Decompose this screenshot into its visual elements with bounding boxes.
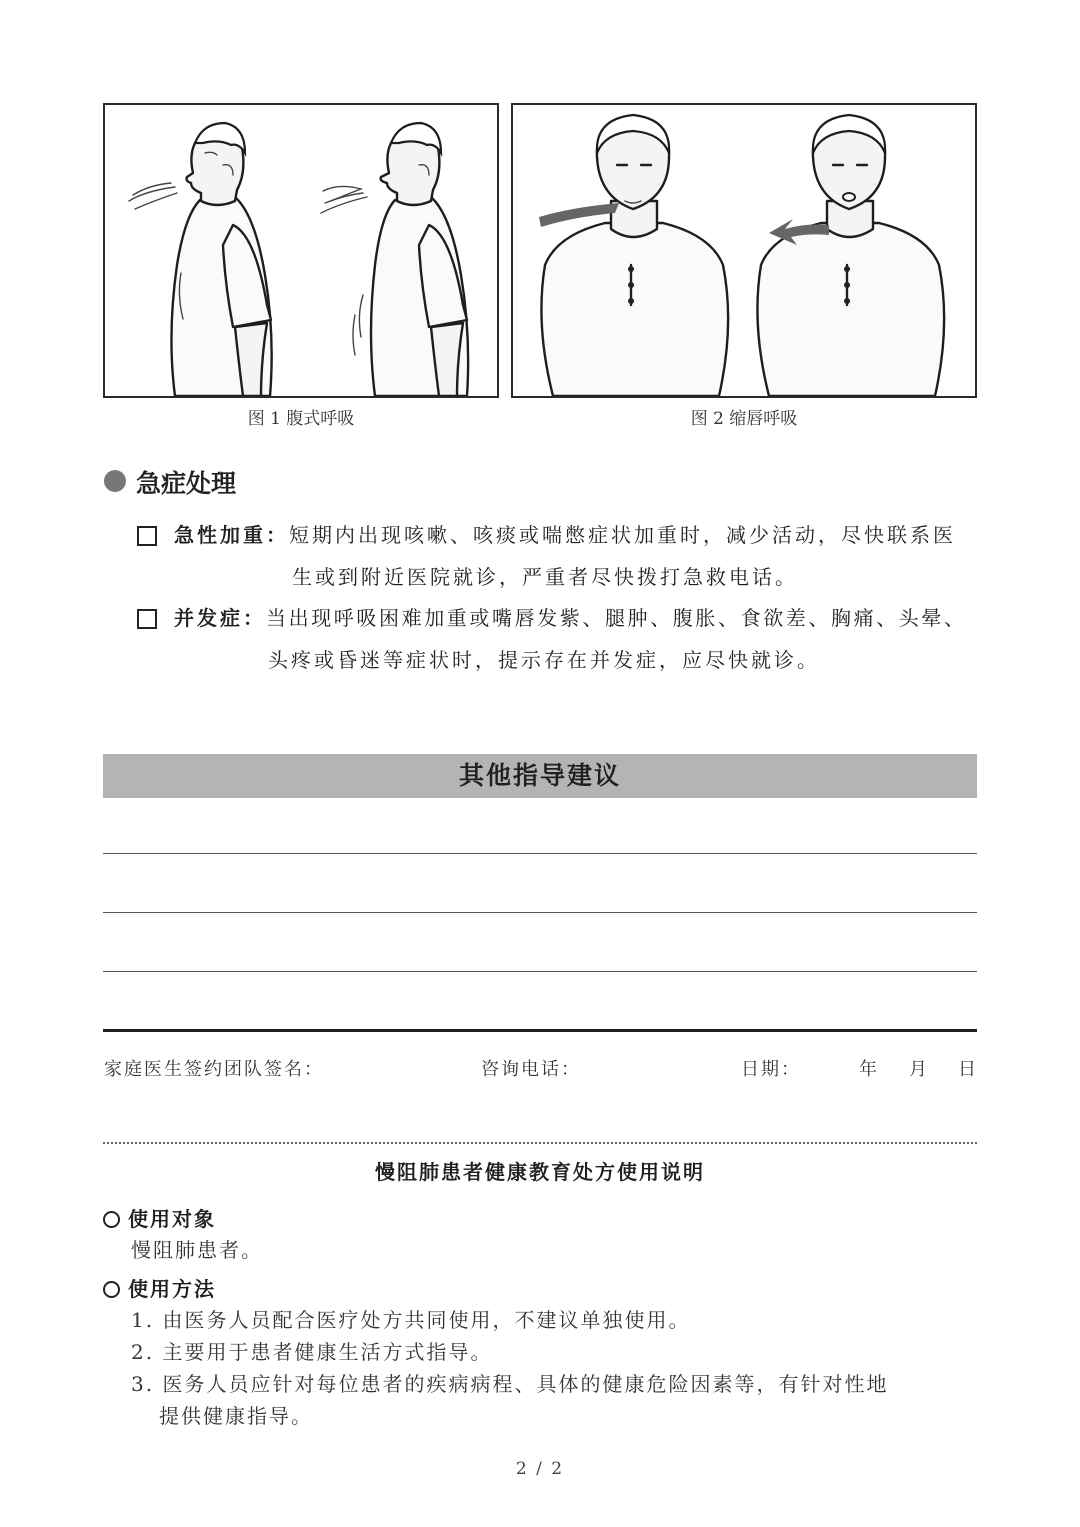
pursed-lip-breathing-illustration <box>513 105 975 396</box>
complication-text-line1: 当出现呼吸困难加重或嘴唇发紫、腿肿、腹胀、食欲差、胸痛、头晕、 <box>266 606 967 630</box>
usage-target-heading-text: 使用对象 <box>128 1207 216 1231</box>
usage-method-heading-text: 使用方法 <box>128 1277 216 1301</box>
figure-2-caption: 图 2 缩唇呼吸 <box>690 409 798 429</box>
complication-text-line2: 头疼或昏迷等症状时，提示存在并发症，应尽快就诊。 <box>268 648 820 672</box>
usage-method-item-1: 1. 由医务人员配合医疗处方共同使用，不建议单独使用。 <box>131 1308 691 1332</box>
figure-pursed-lip-breathing <box>511 103 977 398</box>
complication-label: 并发症： <box>174 606 266 630</box>
usage-method-item-2: 2. 主要用于患者健康生活方式指导。 <box>131 1340 493 1364</box>
team-signature-label: 家庭医生签约团队签名： <box>104 1059 324 1080</box>
figure-abdominal-breathing <box>103 103 499 398</box>
date-label: 日期： <box>741 1059 801 1080</box>
circle-bullet-icon <box>103 1281 120 1298</box>
advice-writing-line-3[interactable] <box>103 971 977 972</box>
usage-target-text: 慢阻肺患者。 <box>131 1238 263 1262</box>
date-day-label: 日 <box>958 1059 978 1080</box>
abdominal-breathing-illustration <box>105 105 497 396</box>
page-number: 2 / 2 <box>515 1459 565 1479</box>
acute-exacerbation-label: 急性加重： <box>174 523 289 547</box>
figure-1-caption: 图 1 腹式呼吸 <box>247 409 355 429</box>
usage-method-item-3: 3. 医务人员应针对每位患者的疾病病程、具体的健康危险因素等，有针对性地 <box>131 1372 889 1396</box>
advice-writing-line-1[interactable] <box>103 853 977 854</box>
circle-bullet-icon <box>103 1211 120 1228</box>
instructions-title: 慢阻肺患者健康教育处方使用说明 <box>375 1160 705 1184</box>
advice-section-bottom-rule <box>103 1029 977 1032</box>
usage-method-heading <box>103 1273 216 1302</box>
acute-exacerbation-text-line1: 短期内出现咳嗽、咳痰或喘憋症状加重时，减少活动，尽快联系医 <box>289 523 956 547</box>
emergency-section-title: 急症处理 <box>136 469 237 498</box>
date-year-label: 年 <box>859 1059 879 1080</box>
acute-exacerbation-text-line2: 生或到附近医院就诊，严重者尽快拨打急救电话。 <box>292 565 798 589</box>
usage-target-heading <box>103 1203 216 1232</box>
complication-item <box>174 597 994 639</box>
usage-method-item-3-continued: 提供健康指导。 <box>159 1404 313 1428</box>
other-advice-banner: 其他指导建议 <box>103 754 977 798</box>
acute-exacerbation-item <box>174 514 984 556</box>
dotted-separator <box>103 1142 977 1144</box>
consult-phone-label: 咨询电话： <box>481 1059 581 1080</box>
section-bullet-icon <box>104 470 126 492</box>
complication-checkbox[interactable] <box>137 609 157 629</box>
acute-exacerbation-checkbox[interactable] <box>137 526 157 546</box>
advice-writing-line-2[interactable] <box>103 912 977 913</box>
date-month-label: 月 <box>909 1059 929 1080</box>
